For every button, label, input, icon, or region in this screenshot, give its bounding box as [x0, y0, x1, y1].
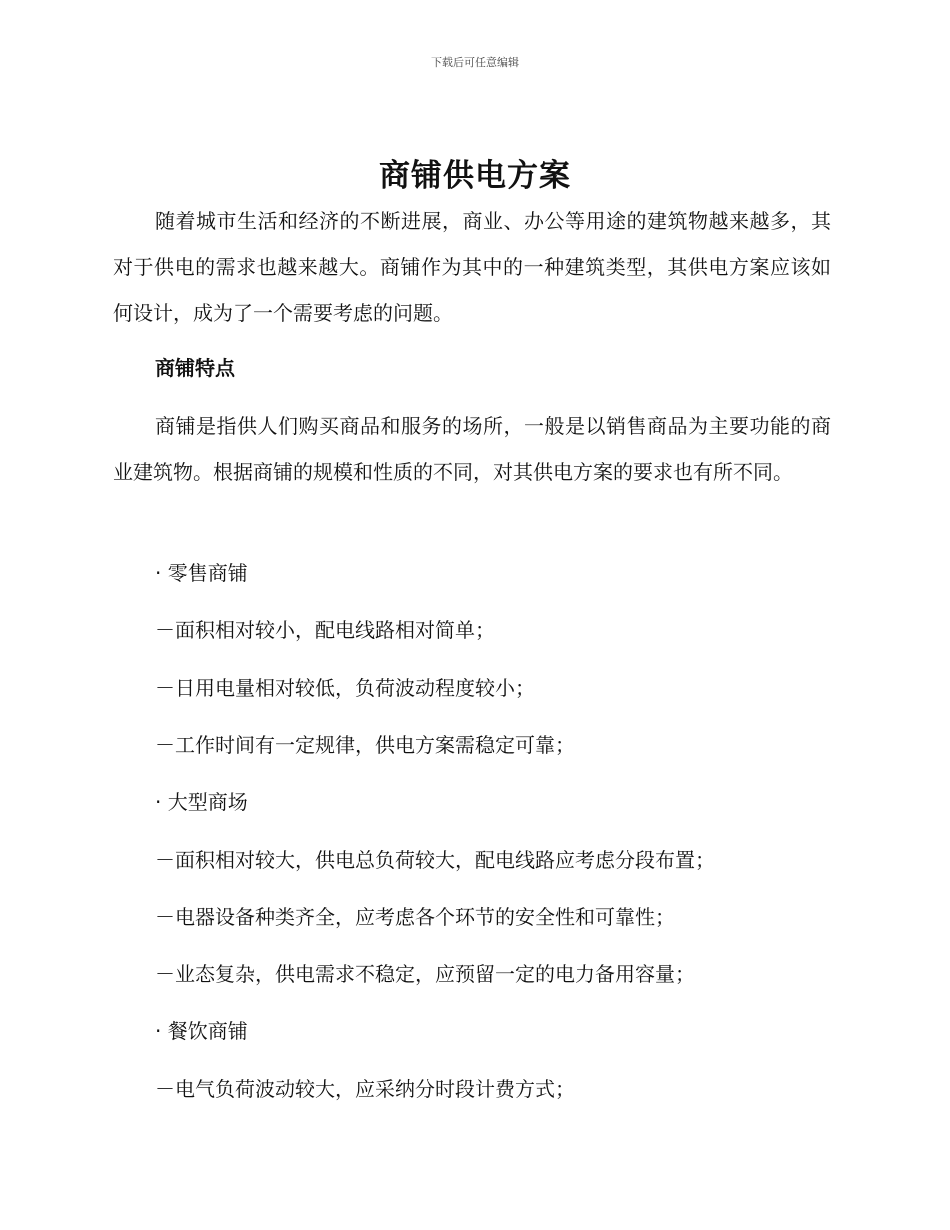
list-item: －面积相对较大，供电总负荷较大，配电线路应考虑分段布置；: [155, 848, 715, 872]
intro-paragraph: 随着城市生活和经济的不断进展，商业、办公等用途的建筑物越来越多，其对于供电的需求也越来越大。商铺作为其中的一种建筑类型，其供电方案应该如何设计，成为了一个需要考虑的问题。: [113, 209, 831, 325]
list-item: －日用电量相对较低，负荷波动程度较小；: [155, 676, 535, 700]
list-item-category: · 大型商场: [155, 790, 248, 814]
section-paragraph: 商铺是指供人们购买商品和服务的场所，一般是以销售商品为主要功能的商业建筑物。根据商铺的规模和性质的不同，对其供电方案的要求也有所不同。: [113, 414, 831, 484]
list-item: －工作时间有一定规律，供电方案需稳定可靠；: [155, 733, 575, 757]
list-item-category: · 餐饮商铺: [155, 1019, 248, 1043]
header-note: 下载后可任意编辑: [431, 56, 519, 69]
list-item: －业态复杂，供电需求不稳定，应预留一定的电力备用容量；: [155, 962, 695, 986]
list-item: －面积相对较小，配电线路相对简单；: [155, 618, 495, 642]
list-item-category: · 零售商铺: [155, 561, 248, 585]
document-title: 商铺供电方案: [379, 158, 571, 194]
section-heading: 商铺特点: [155, 356, 235, 380]
list-item: －电气负荷波动较大，应采纳分时段计费方式；: [155, 1077, 575, 1101]
list-item: －电器设备种类齐全，应考虑各个环节的安全性和可靠性；: [155, 905, 675, 929]
